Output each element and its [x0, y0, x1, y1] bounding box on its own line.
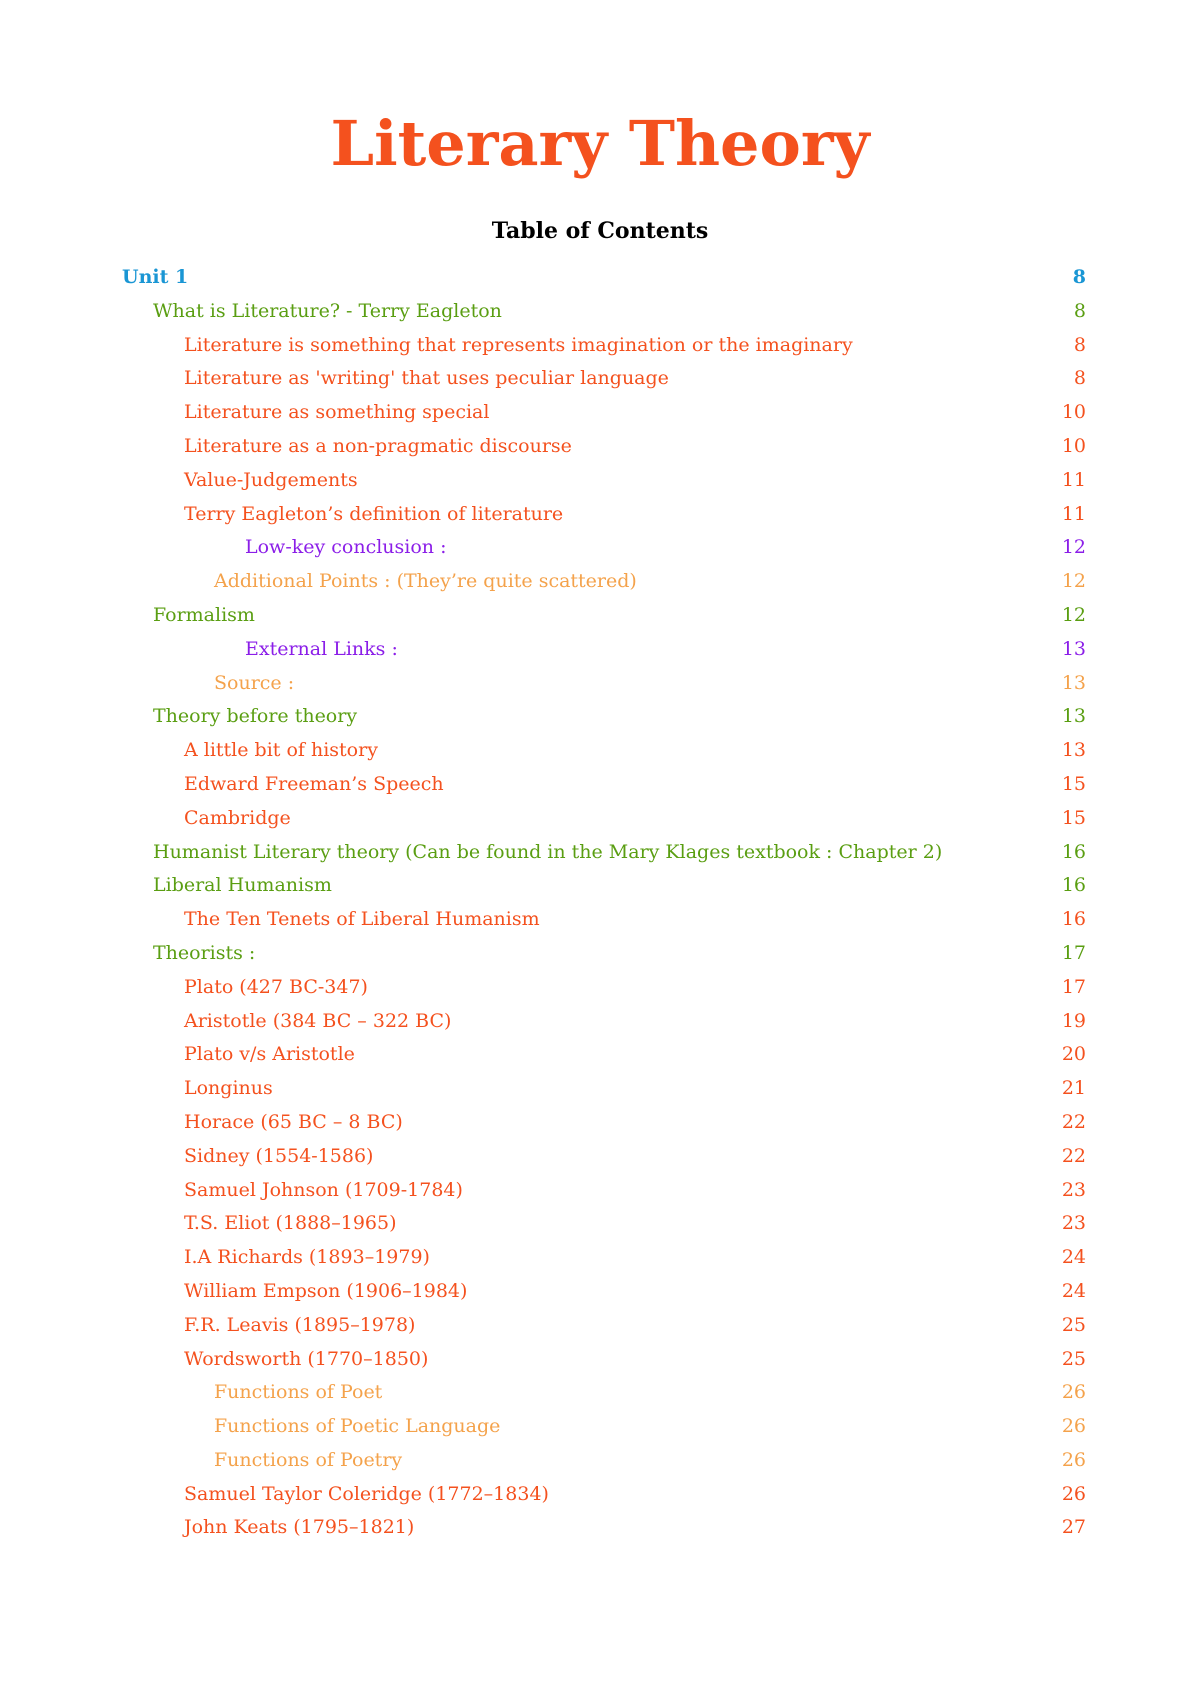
- toc-entry-label: Cambridge: [184, 806, 291, 829]
- toc-entry-label: Humanist Literary theory (Can be found in the Mary Klages textbook : Chapter 2): [153, 840, 943, 863]
- toc-entry-label: Theory before theory: [153, 705, 358, 728]
- toc-entry-functions-of-poetry[interactable]: [0, 1443, 1200, 1477]
- toc-entry-label: A little bit of history: [184, 739, 378, 762]
- toc-entry-ia-richards[interactable]: [0, 1240, 1200, 1274]
- toc-entry-page: 19: [1061, 1009, 1086, 1032]
- toc-entry-page: 16: [1061, 840, 1086, 863]
- toc-entry-label: Unit 1: [122, 266, 189, 288]
- toc-entry-page: 13: [1061, 671, 1086, 694]
- toc-entry-functions-of-poetic-language[interactable]: [0, 1409, 1200, 1443]
- toc-entry-eagleton-definition[interactable]: [0, 497, 1200, 531]
- toc-entry-additional-points[interactable]: [0, 564, 1200, 598]
- toc-entry-page: 11: [1061, 468, 1086, 491]
- toc-entry-aristotle[interactable]: [0, 1004, 1200, 1038]
- toc-entry-page: 12: [1061, 603, 1086, 626]
- toc-entry-liberal-humanism[interactable]: [0, 868, 1200, 902]
- toc-entry-page: 10: [1061, 401, 1086, 424]
- toc-entry-label: Literature is something that represents imagination or the imaginary: [184, 333, 853, 356]
- toc-entry-plato-vs-aristotle[interactable]: [0, 1037, 1200, 1071]
- toc-entry-john-keats[interactable]: [0, 1510, 1200, 1544]
- toc-entry-what-is-literature[interactable]: [0, 294, 1200, 328]
- toc-heading: Table of Contents: [491, 218, 709, 244]
- toc-entry-page: 24: [1061, 1246, 1086, 1269]
- toc-entry-humanist-literary-theory[interactable]: [0, 835, 1200, 869]
- toc-entry-page: 16: [1061, 874, 1086, 897]
- toc-entry-page: 15: [1061, 806, 1086, 829]
- toc-entry-page: 16: [1061, 908, 1086, 931]
- toc-entry-ten-tenets[interactable]: [0, 902, 1200, 936]
- toc-entry-page: 25: [1061, 1313, 1086, 1336]
- toc-entry-wordsworth[interactable]: [0, 1342, 1200, 1376]
- toc-entry-label: The Ten Tenets of Liberal Humanism: [184, 908, 540, 931]
- toc-entry-functions-of-poet[interactable]: [0, 1375, 1200, 1409]
- toc-entry-label: Functions of Poet: [214, 1381, 383, 1404]
- toc-entry-plato[interactable]: [0, 970, 1200, 1004]
- toc-entry-page: 10: [1061, 434, 1086, 457]
- toc-entry-writing-peculiar-language[interactable]: [0, 361, 1200, 395]
- toc-entry-value-judgements[interactable]: [0, 463, 1200, 497]
- toc-entry-freeman-speech[interactable]: [0, 767, 1200, 801]
- toc-entry-samuel-johnson[interactable]: [0, 1173, 1200, 1207]
- toc-entry-low-key-conclusion[interactable]: [0, 530, 1200, 564]
- toc-entry-page: 12: [1061, 570, 1086, 593]
- table-of-contents: [0, 260, 1200, 1544]
- toc-entry-label: Terry Eagleton’s definition of literature: [184, 502, 564, 525]
- toc-entry-sidney[interactable]: [0, 1139, 1200, 1173]
- toc-entry-unit-1[interactable]: [0, 260, 1200, 294]
- toc-entry-page: 8: [1073, 367, 1086, 390]
- toc-entry-page: 26: [1061, 1448, 1086, 1471]
- toc-entry-label: Liberal Humanism: [153, 874, 332, 897]
- toc-entry-page: 15: [1061, 772, 1086, 795]
- toc-entry-label: Wordsworth (1770–1850): [184, 1347, 429, 1370]
- toc-entry-page: 13: [1061, 705, 1086, 728]
- toc-entry-label: John Keats (1795–1821): [184, 1516, 415, 1539]
- toc-entry-page: 11: [1061, 502, 1086, 525]
- toc-entry-page: 8: [1072, 266, 1086, 288]
- toc-entry-longinus[interactable]: [0, 1071, 1200, 1105]
- toc-entry-page: 13: [1061, 739, 1086, 762]
- toc-entry-label: Functions of Poetic Language: [214, 1415, 501, 1438]
- toc-entry-label: Additional Points : (They’re quite scattered): [214, 570, 637, 593]
- toc-entry-label: I.A Richards (1893–1979): [184, 1246, 430, 1269]
- toc-entry-label: Longinus: [184, 1077, 273, 1100]
- toc-entry-theory-before-theory[interactable]: [0, 699, 1200, 733]
- toc-entry-coleridge[interactable]: [0, 1477, 1200, 1511]
- toc-entry-label: External Links :: [245, 637, 398, 660]
- toc-entry-label: Literature as a non-pragmatic discourse: [184, 434, 572, 457]
- toc-entry-label: Theorists :: [153, 941, 256, 964]
- document-title: Literary Theory: [330, 107, 870, 180]
- toc-entry-source[interactable]: [0, 666, 1200, 700]
- toc-entry-page: 23: [1061, 1178, 1086, 1201]
- toc-entry-non-pragmatic-discourse[interactable]: [0, 429, 1200, 463]
- toc-entry-label: Low-key conclusion :: [245, 536, 447, 559]
- toc-entry-label: Sidney (1554-1586): [184, 1144, 374, 1167]
- toc-entry-page: 22: [1061, 1110, 1086, 1133]
- toc-entry-page: 17: [1061, 941, 1086, 964]
- toc-entry-page: 22: [1061, 1144, 1086, 1167]
- toc-entry-label: What is Literature? - Terry Eagleton: [153, 299, 502, 322]
- toc-entry-page: 13: [1061, 637, 1086, 660]
- toc-entry-label: F.R. Leavis (1895–1978): [184, 1313, 416, 1336]
- toc-entry-cambridge[interactable]: [0, 801, 1200, 835]
- toc-entry-label: Edward Freeman’s Speech: [184, 772, 444, 795]
- toc-entry-theorists[interactable]: [0, 936, 1200, 970]
- toc-entry-page: 8: [1073, 299, 1086, 322]
- toc-entry-label: William Empson (1906–1984): [184, 1279, 468, 1302]
- toc-entry-label: Samuel Johnson (1709-1784): [184, 1178, 463, 1201]
- toc-entry-page: 26: [1061, 1415, 1086, 1438]
- toc-entry-label: Functions of Poetry: [214, 1448, 403, 1471]
- toc-entry-something-special[interactable]: [0, 395, 1200, 429]
- toc-entry-page: 17: [1061, 975, 1086, 998]
- toc-entry-label: Samuel Taylor Coleridge (1772–1834): [184, 1482, 549, 1505]
- toc-entry-label: Plato v/s Aristotle: [184, 1043, 355, 1066]
- toc-entry-label: Literature as 'writing' that uses peculiar language: [184, 367, 669, 390]
- toc-entry-label: Source :: [214, 671, 295, 694]
- toc-entry-page: 25: [1061, 1347, 1086, 1370]
- toc-entry-page: 24: [1061, 1279, 1086, 1302]
- toc-entry-page: 23: [1061, 1212, 1086, 1235]
- toc-entry-page: 12: [1061, 536, 1086, 559]
- toc-entry-formalism[interactable]: [0, 598, 1200, 632]
- toc-entry-label: Plato (427 BC-347): [184, 975, 368, 998]
- toc-entry-ts-eliot[interactable]: [0, 1206, 1200, 1240]
- toc-entry-external-links[interactable]: [0, 632, 1200, 666]
- toc-entry-label: Horace (65 BC – 8 BC): [184, 1110, 403, 1133]
- toc-entry-william-empson[interactable]: [0, 1274, 1200, 1308]
- toc-entry-label: Literature as something special: [184, 401, 490, 424]
- toc-entry-page: 8: [1073, 333, 1086, 356]
- toc-entry-fr-leavis[interactable]: [0, 1308, 1200, 1342]
- toc-entry-page: 27: [1061, 1516, 1086, 1539]
- toc-entry-label: Formalism: [153, 603, 255, 626]
- toc-entry-page: 20: [1061, 1043, 1086, 1066]
- toc-entry-page: 26: [1061, 1482, 1086, 1505]
- toc-entry-label: Value-Judgements: [184, 468, 358, 491]
- toc-entry-label: T.S. Eliot (1888–1965): [184, 1212, 397, 1235]
- toc-entry-label: Aristotle (384 BC – 322 BC): [184, 1009, 452, 1032]
- toc-entry-page: 21: [1061, 1077, 1086, 1100]
- toc-entry-page: 26: [1061, 1381, 1086, 1404]
- toc-entry-history[interactable]: [0, 733, 1200, 767]
- toc-entry-represents-imagination[interactable]: [0, 328, 1200, 362]
- toc-entry-horace[interactable]: [0, 1105, 1200, 1139]
